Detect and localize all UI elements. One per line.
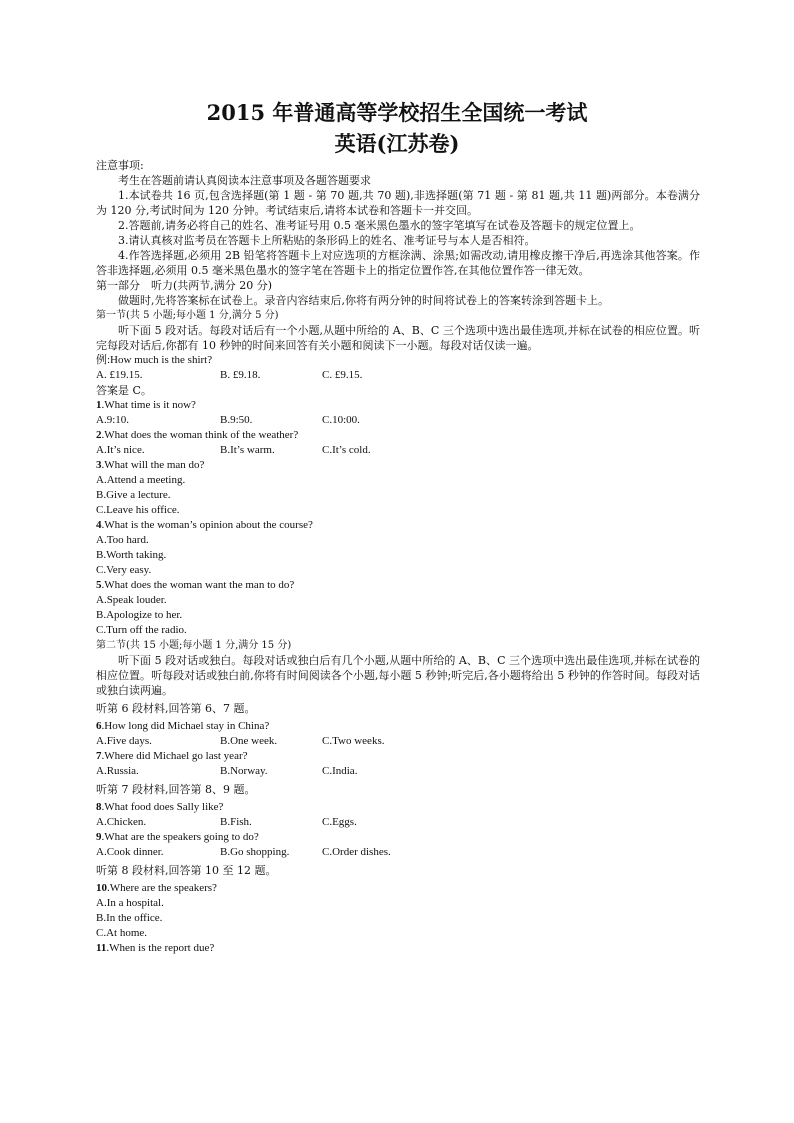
example-options	[96, 368, 700, 383]
exam-subtitle: 英语(江苏卷)	[334, 131, 460, 156]
question-4: 4.What is the woman’s opinion about the course?	[96, 519, 313, 531]
option-c: C.At home.	[96, 927, 148, 939]
exam-body	[96, 158, 700, 956]
option-a: A.Speak louder.	[96, 594, 167, 606]
option-c: C.Eggs.	[322, 816, 357, 828]
question-7-options	[96, 764, 700, 779]
question-1: 1.What time is it now?	[96, 399, 196, 411]
option-c: C.It’s cold.	[322, 444, 371, 456]
option-c: C.Two weeks.	[322, 735, 385, 747]
question-3: 3.What will the man do?	[96, 459, 205, 471]
option-b: B.Fish.	[220, 816, 252, 828]
question-9: 9.What are the speakers going to do?	[96, 831, 259, 843]
question-5: 5.What does the woman want the man to do?	[96, 579, 295, 591]
question-11: 11.When is the report due?	[96, 942, 215, 954]
option-c: C.Leave his office.	[96, 504, 180, 516]
option-b: B.Norway.	[220, 765, 268, 777]
part1-heading: 第一部分 听力(共两节,满分 20 分)	[96, 279, 273, 292]
option-b: B.Go shopping.	[220, 846, 290, 858]
option-c: C.10:00.	[322, 414, 360, 426]
option-a: A. £19.15.	[96, 369, 143, 381]
question-6: 6.How long did Michael stay in China?	[96, 720, 270, 732]
notice-intro: 考生在答题前请认真阅读本注意事项及各题答题要求	[118, 174, 371, 187]
option-b: B.One week.	[220, 735, 278, 747]
option-b: B.9:50.	[220, 414, 253, 426]
question-1-options	[96, 413, 700, 428]
option-a: A.Cook dinner.	[96, 846, 164, 858]
example-question: 例:How much is the shirt?	[96, 354, 213, 366]
option-b: B.Apologize to her.	[96, 609, 183, 621]
material-6-heading: 听第 6 段材料,回答第 6、7 题。	[96, 702, 256, 715]
option-b: B.In the office.	[96, 912, 163, 924]
option-a: A.9:10.	[96, 414, 129, 426]
option-a: A.Too hard.	[96, 534, 149, 546]
section1-heading: 第一节(共 5 小题;每小题 1 分,满分 5 分)	[96, 310, 279, 321]
question-8: 8.What food does Sally like?	[96, 801, 224, 813]
notice-item-3: 3.请认真核对监考员在答题卡上所粘贴的条形码上的姓名、准考证号与本人是否相符。	[118, 234, 536, 247]
example-answer: 答案是 C。	[96, 384, 152, 397]
section1-instruction: 听下面 5 段对话。每段对话后有一个小题,从题中所给的 A、B、C 三个选项中选出最佳选项,并标在试卷的相应位置。听完每段对话后,你都有 10 秒钟的时间来回答有关小题和阅读下一小题。每段对话仅读一遍。	[96, 324, 700, 352]
option-b: B.Worth taking.	[96, 549, 167, 561]
option-b: B.It’s warm.	[220, 444, 275, 456]
material-8-heading: 听第 8 段材料,回答第 10 至 12 题。	[96, 864, 277, 877]
option-c: C.Order dishes.	[322, 846, 391, 858]
option-c: C.India.	[322, 765, 358, 777]
option-a: A.Five days.	[96, 735, 152, 747]
option-a: A.Attend a meeting.	[96, 474, 186, 486]
question-8-options	[96, 815, 700, 830]
option-a: A.It’s nice.	[96, 444, 145, 456]
option-b: B.Give a lecture.	[96, 489, 171, 501]
option-c: C.Turn off the radio.	[96, 624, 187, 636]
section2-instruction: 听下面 5 段对话或独白。每段对话或独白后有几个小题,从题中所给的 A、B、C 三个选项中选出最佳选项,并标在试卷的相应位置。听每段对话或独白前,你将有时间阅读各个小题,每小题 5 秒钟;听完后,各小题将给出 5 秒钟的作答时间。每段对话或独白读两遍。	[96, 654, 700, 697]
question-6-options	[96, 734, 700, 749]
section2-heading: 第二节(共 15 小题;每小题 1 分,满分 15 分)	[96, 640, 292, 651]
question-9-options	[96, 845, 700, 860]
notice-item-2: 2.答题前,请务必将自己的姓名、准考证号用 0.5 毫米黑色墨水的签字笔填写在试卷及答题卡的规定位置上。	[118, 219, 641, 232]
notice-item-4: 4.作答选择题,必须用 2B 铅笔将答题卡上对应选项的方框涂满、涂黑;如需改动,请用橡皮擦干净后,再选涂其他答案。作答非选择题,必须用 0.5 毫米黑色墨水的签字笔在答题卡上的指定位置作答,在其他位置作答一律无效。	[96, 249, 700, 277]
notice-item-1: 1.本试卷共 16 页,包含选择题(第 1 题 - 第 70 题,共 70 题),非选择题(第 71 题 - 第 81 题,共 11 题)两部分。本卷满分为 120 分,考试时间为 120 分钟。考试结束后,请将本试卷和答题卡一并交回。	[96, 189, 700, 217]
part1-instruction: 做题时,先将答案标在试卷上。录音内容结束后,你将有两分钟的时间将试卷上的答案转涂到答题卡上。	[118, 294, 609, 307]
option-a: A.In a hospital.	[96, 897, 164, 909]
notice-heading: 注意事项:	[96, 159, 144, 172]
question-10: 10.Where are the speakers?	[96, 882, 217, 894]
option-a: A.Russia.	[96, 765, 139, 777]
question-2: 2.What does the woman think of the weather?	[96, 429, 299, 441]
option-c: C.Very easy.	[96, 564, 152, 576]
option-a: A.Chicken.	[96, 816, 147, 828]
option-b: B. £9.18.	[220, 369, 261, 381]
exam-title: 2015 年普通高等学校招生全国统一考试	[206, 100, 588, 125]
question-7: 7.Where did Michael go last year?	[96, 750, 248, 762]
material-7-heading: 听第 7 段材料,回答第 8、9 题。	[96, 783, 256, 796]
option-c: C. £9.15.	[322, 369, 363, 381]
question-2-options	[96, 443, 700, 458]
